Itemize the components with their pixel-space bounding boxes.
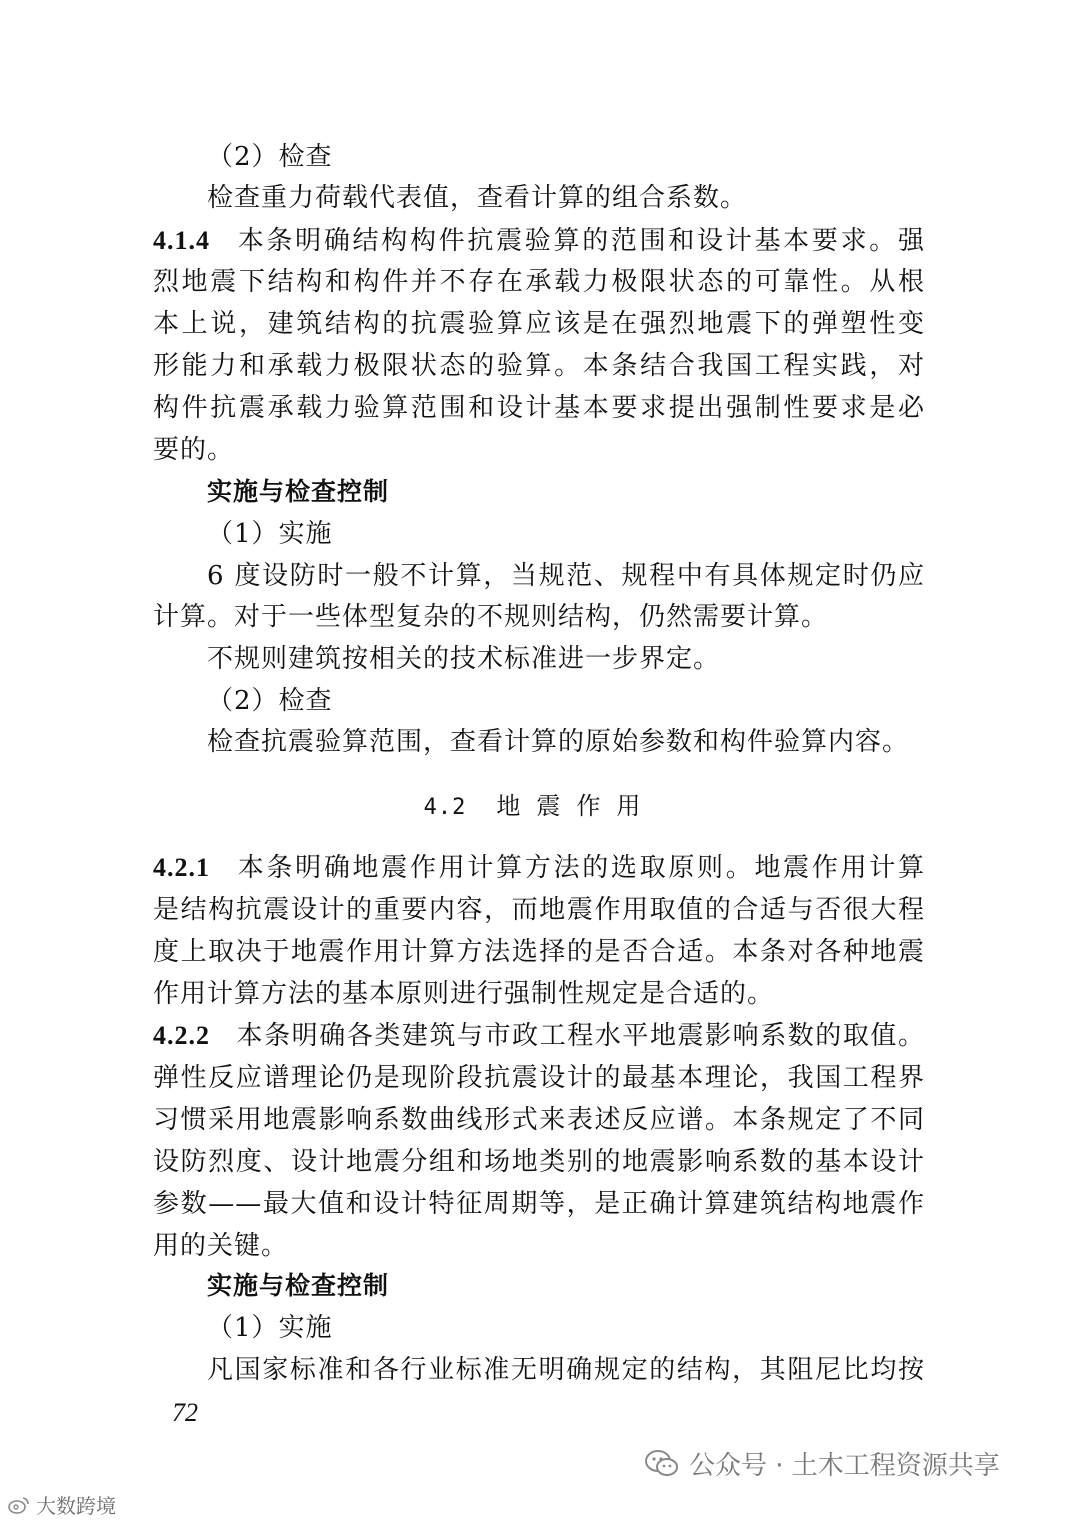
paragraph-line: 是结构抗震设计的重要内容，而地震作用取值的合适与否很大程	[153, 895, 925, 925]
paragraph-line: 设防烈度、设计地震分组和场地类别的地震影响系数的基本设计	[153, 1147, 925, 1177]
subheading-implementation: （1）实施	[207, 1313, 333, 1343]
paragraph-line: 作用计算方法的基本原则进行强制性规定是合适的。	[153, 979, 775, 1009]
section-heading	[0, 786, 1080, 828]
paragraph-line: 不规则建筑按相关的技术标准进一步界定。	[207, 644, 721, 674]
watermark-text: 大数跨境	[36, 1494, 116, 1518]
weibo-icon	[8, 1496, 30, 1514]
wechat-watermark	[645, 1445, 1000, 1482]
paragraph-line: 要的。	[153, 435, 235, 465]
paragraph-line: 构件抗震承载力验算范围和设计基本要求提出强制性要求是必	[153, 393, 925, 423]
clause-number: 4.2.1	[153, 853, 210, 882]
clause-number: 4.2.2	[153, 1021, 210, 1050]
subheading-check: （2）检查	[207, 142, 333, 172]
section-title: 地震作用	[496, 792, 657, 820]
page-number: 72	[172, 1398, 198, 1427]
paragraph-line: 6 度设防时一般不计算，当规范、规程中有具体规定时仍应	[207, 561, 925, 591]
subheading-implementation-control: 实施与检查控制	[207, 1271, 390, 1300]
paragraph-line: 弹性反应谱理论仍是现阶段抗震设计的最基本理论，我国工程界	[153, 1063, 925, 1093]
watermark-text: 公众号 · 土木工程资源共享	[689, 1451, 1000, 1481]
clause-number: 4.1.4	[153, 226, 210, 255]
clause-4-1-4-first-line	[153, 221, 925, 261]
paragraph-line: 凡国家标准和各行业标准无明确规定的结构，其阻尼比均按	[207, 1355, 925, 1385]
paragraph-text: 本条明确结构构件抗震验算的范围和设计基本要求。强	[236, 226, 925, 256]
weibo-watermark	[8, 1490, 116, 1519]
clause-4-2-1-first-line	[153, 848, 925, 888]
paragraph-line: 烈地震下结构和构件并不存在承载力极限状态的可靠性。从根	[153, 267, 925, 297]
paragraph-line: 习惯采用地震影响系数曲线形式来表述反应谱。本条规定了不同	[153, 1105, 925, 1135]
wechat-icon	[645, 1449, 679, 1479]
paragraph-line: 计算。对于一些体型复杂的不规则结构，仍然需要计算。	[153, 602, 829, 632]
paragraph-line: 检查重力荷载代表值，查看计算的组合系数。	[207, 183, 748, 213]
paragraph-line: 参数——最大值和设计特征周期等，是正确计算建筑结构地震作	[153, 1189, 925, 1219]
paragraph-line: 检查抗震验算范围，查看计算的原始参数和构件验算内容。	[207, 727, 910, 757]
section-number: 4.2	[423, 795, 467, 820]
paragraph-line: 形能力和承载力极限状态的验算。本条结合我国工程实践，对	[153, 351, 925, 381]
subheading-implementation: （1）实施	[207, 519, 333, 549]
subheading-check: （2）检查	[207, 686, 333, 716]
paragraph-line: 用的关键。	[153, 1231, 289, 1261]
paragraph-text: 本条明确地震作用计算方法的选取原则。地震作用计算	[236, 853, 925, 883]
subheading-implementation-control: 实施与检查控制	[207, 477, 390, 506]
paragraph-line: 度上取决于地震作用计算方法选择的是否合适。本条对各种地震	[153, 937, 925, 967]
paragraph-text: 本条明确各类建筑与市政工程水平地震影响系数的取值。	[236, 1021, 925, 1051]
clause-4-2-2-first-line	[153, 1016, 925, 1056]
paragraph-line: 本上说，建筑结构的抗震验算应该是在强烈地震下的弹塑性变	[153, 309, 925, 339]
